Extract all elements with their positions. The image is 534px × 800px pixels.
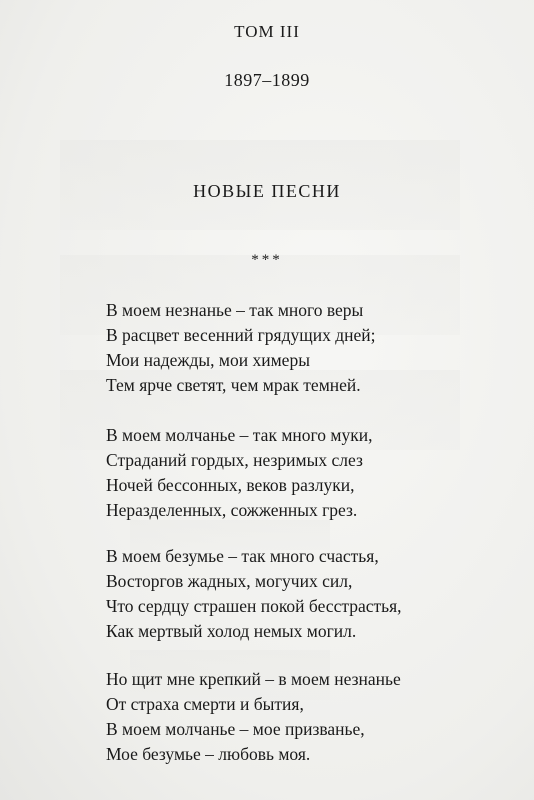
poem-line: Как мертвый холод немых могил. xyxy=(106,621,357,641)
stanza xyxy=(106,423,372,523)
section-title: НОВЫЕ ПЕСНИ xyxy=(193,181,341,201)
poem-separator: *** xyxy=(251,252,283,268)
poem-line: В расцвет весенний грядущих дней; xyxy=(106,325,376,345)
poem-line: В моем молчанье – мое призванье, xyxy=(106,719,365,739)
poem-line: Страданий гордых, незримых слез xyxy=(106,450,363,470)
stanza xyxy=(106,298,375,398)
years-heading: 1897–1899 xyxy=(224,70,310,90)
volume-heading: ТОМ III xyxy=(234,22,300,41)
poem-line: В моем безумье – так много счастья, xyxy=(106,546,379,566)
poem-line: От страха смерти и бытия, xyxy=(106,694,304,714)
poem-line: В моем незнанье – так много веры xyxy=(106,300,364,320)
poem-line: Ночей бессонных, веков разлуки, xyxy=(106,475,355,495)
poem-line: Мое безумье – любовь моя. xyxy=(106,744,311,764)
poem-line: Тем ярче светят, чем мрак темней. xyxy=(106,375,361,395)
stanza xyxy=(106,667,401,767)
poem-line: Мои надежды, мои химеры xyxy=(106,350,310,370)
poem-line: В моем молчанье – так много муки, xyxy=(106,425,373,445)
poem-line: Что сердцу страшен покой бесстрастья, xyxy=(106,596,402,616)
poem-line: Неразделенных, сожженных грез. xyxy=(106,500,358,520)
poem-line: Но щит мне крепкий – в моем незнанье xyxy=(106,669,401,689)
stanza xyxy=(106,544,402,644)
poem-line: Восторгов жадных, могучих сил, xyxy=(106,571,353,591)
